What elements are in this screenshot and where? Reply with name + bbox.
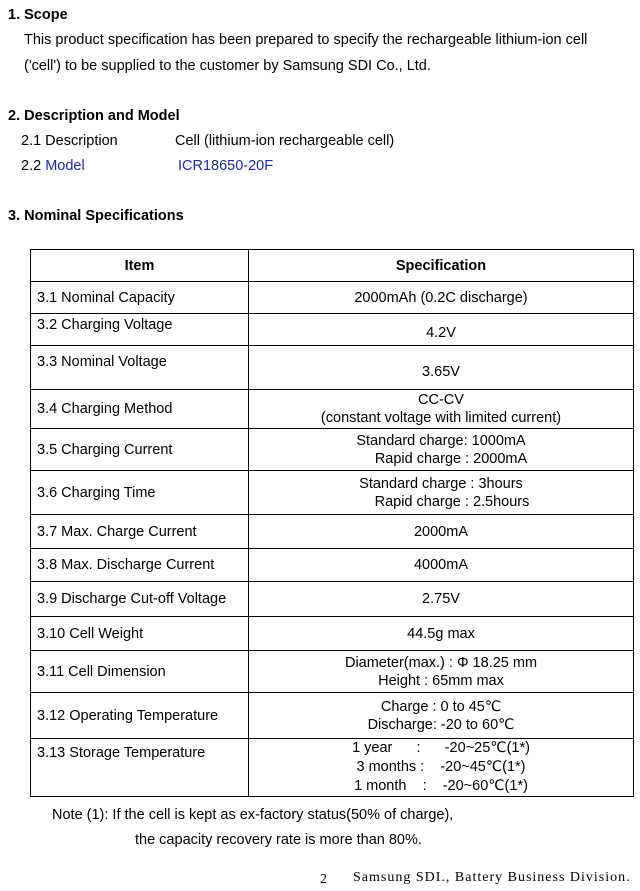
row-spec — [249, 471, 634, 515]
page-number: 2 — [320, 872, 328, 887]
scope-text-line2: ('cell') to be supplied to the customer by Samsung SDI Co., Ltd. — [24, 58, 431, 74]
description-label: 2.1 Description — [21, 133, 118, 149]
row-item: 3.13 Storage Temperature — [31, 739, 249, 797]
table-row — [31, 693, 634, 739]
row-item: 3.11 Cell Dimension — [31, 651, 249, 693]
spec-line: CC-CV — [418, 392, 464, 408]
note-line1: Note (1): If the cell is kept as ex-factory status(50% of charge), — [52, 807, 454, 823]
spec-line: Standard charge: 1000mA — [356, 432, 526, 449]
table-row — [31, 282, 634, 314]
row-item: 3.5 Charging Current — [31, 429, 249, 471]
model-label — [21, 158, 85, 174]
spec-line: Standard charge : 3hours — [359, 475, 523, 492]
table-row — [31, 515, 634, 549]
spec-line: 1 month : -20~60℃(1*) — [354, 778, 528, 794]
nominal-heading: 3. Nominal Specifications — [8, 208, 184, 224]
spec-line: Charge : 0 to 45℃ — [380, 698, 502, 715]
row-item: 3.1 Nominal Capacity — [31, 282, 249, 314]
model-label-text: Model — [45, 158, 85, 174]
model-value: ICR18650-20F — [178, 158, 274, 174]
row-item: 3.9 Discharge Cut-off Voltage — [31, 582, 249, 617]
table-row — [31, 651, 634, 693]
spec-line: 1 year : -20~25℃(1*) — [352, 740, 530, 756]
row-item: 3.4 Charging Method — [31, 390, 249, 429]
row-item: 3.3 Nominal Voltage — [31, 346, 249, 390]
row-spec — [249, 617, 634, 651]
row-spec — [249, 429, 634, 471]
spec-line: 2000mA — [413, 523, 468, 540]
row-spec — [249, 314, 634, 346]
table-row — [31, 549, 634, 582]
footer-company: Samsung SDI., Battery Business Division. — [353, 870, 631, 885]
row-item: 3.12 Operating Temperature — [31, 693, 249, 739]
table-row — [31, 582, 634, 617]
row-spec — [249, 346, 634, 390]
table-row — [31, 471, 634, 515]
row-spec — [249, 693, 634, 739]
spec-line: 4.2V — [426, 324, 456, 341]
table-row — [31, 346, 634, 390]
row-item: 3.2 Charging Voltage — [31, 314, 249, 346]
row-spec — [249, 282, 634, 314]
spec-line: 44.5g max — [407, 625, 475, 642]
spec-line: 3 months : -20~45℃(1*) — [356, 759, 526, 775]
row-item: 3.6 Charging Time — [31, 471, 249, 515]
row-spec — [249, 390, 634, 429]
spec-line: 3.65V — [422, 363, 460, 380]
row-spec — [249, 515, 634, 549]
row-item: 3.10 Cell Weight — [31, 617, 249, 651]
table-row — [31, 617, 634, 651]
spec-line: Rapid charge : 2.5hours — [374, 493, 530, 510]
row-spec — [249, 549, 634, 582]
table-header-row — [31, 250, 634, 282]
spec-line: 2.75V — [422, 591, 460, 607]
table-row — [31, 429, 634, 471]
scope-heading: 1. Scope — [8, 7, 68, 23]
model-prefix: 2.2 — [21, 158, 46, 174]
row-spec — [249, 739, 634, 797]
description-value: Cell (lithium-ion rechargeable cell) — [175, 133, 395, 149]
table-row — [31, 314, 634, 346]
spec-line: Discharge: -20 to 60℃ — [367, 716, 515, 733]
description-heading: 2. Description and Model — [8, 108, 180, 124]
column-header-specification: Specification — [249, 250, 634, 282]
column-header-item: Item — [31, 250, 249, 282]
row-item: 3.7 Max. Charge Current — [31, 515, 249, 549]
table-row — [31, 390, 634, 429]
row-spec — [249, 651, 634, 693]
row-spec — [249, 582, 634, 617]
spec-line: 2000mAh (0.2C discharge) — [354, 289, 528, 306]
specification-table — [30, 249, 634, 797]
spec-line: Diameter(max.) : Φ 18.25 mm — [344, 654, 538, 671]
spec-line: 4000mA — [413, 557, 468, 573]
scope-text-line1: This product specification has been prepared to specify the rechargeable lithium-ion cell — [24, 32, 588, 48]
spec-line: (constant voltage with limited current) — [320, 410, 562, 426]
note-line2: the capacity recovery rate is more than 80%. — [135, 832, 422, 848]
spec-line: Rapid charge : 2000mA — [374, 450, 528, 467]
table-row — [31, 739, 634, 797]
row-item: 3.8 Max. Discharge Current — [31, 549, 249, 582]
spec-line: Height : 65mm max — [378, 672, 504, 689]
